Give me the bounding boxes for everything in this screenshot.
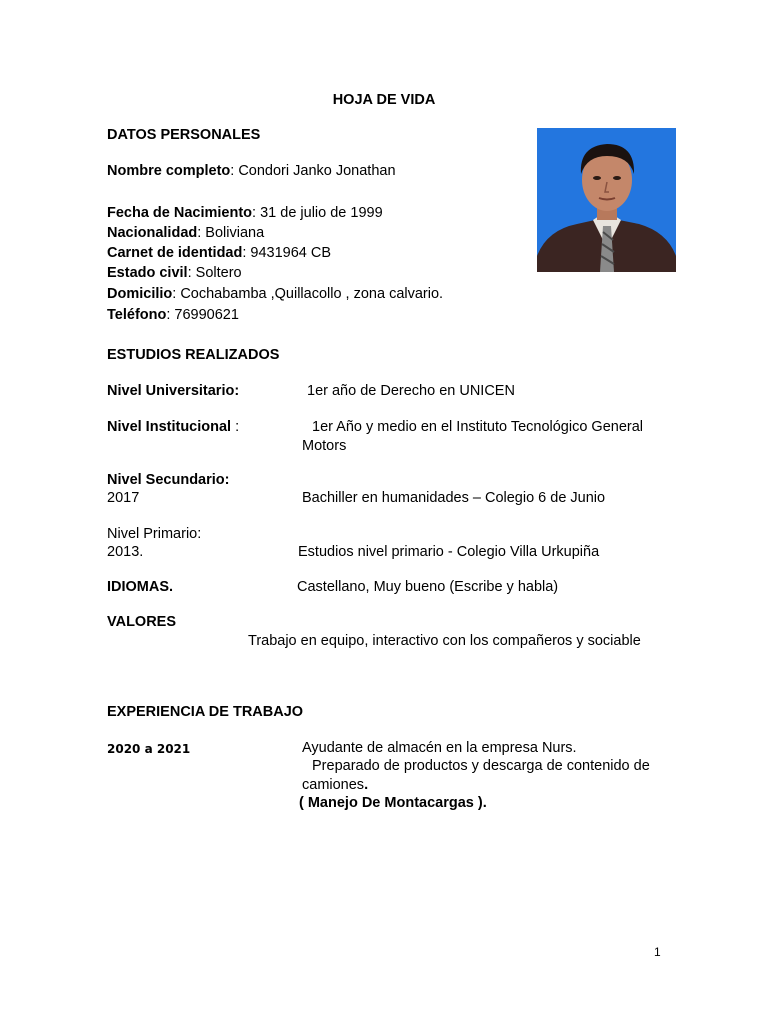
document-title: HOJA DE VIDA [332,92,436,108]
address-row [107,286,443,302]
birth-date-label: Fecha de Nacimiento [107,205,253,221]
secondary-label: Nivel Secundario: [107,472,230,488]
civil-status-value: : Soltero [187,265,242,281]
birth-date-row [107,205,383,221]
phone-label: Teléfono [107,307,167,323]
secondary-value: Bachiller en humanidades – Colegio 6 de Junio [302,490,606,506]
phone-value: : 76990621 [166,307,239,323]
primary-label: Nivel Primario: [107,526,202,542]
id-card-value: : 9431964 CB [242,245,332,261]
studies-heading: ESTUDIOS REALIZADOS [107,347,280,363]
secondary-year: 2017 [107,490,140,506]
languages-heading: IDIOMAS. [107,579,174,595]
phone-row [107,307,239,323]
nationality-row [107,225,264,241]
institutional-label-row [107,419,239,435]
experience-heading: EXPERIENCIA DE TRABAJO [107,704,304,720]
experience-period: 2020 a 2021 [107,742,191,756]
full-name-value: : Condori Janko Jonathan [230,163,396,179]
institutional-value-line1: 1er Año y medio en el Instituto Tecnológico General [312,419,644,435]
birth-date-value: : 31 de julio de 1999 [252,205,383,221]
full-name-row [107,163,396,179]
personal-data-heading: DATOS PERSONALES [107,127,261,143]
institutional-label: Nivel Institucional [107,419,232,435]
profile-photo-image [537,128,676,272]
university-label: Nivel Universitario: [107,383,240,399]
page-number: 1 [654,945,661,959]
id-card-row [107,245,331,261]
address-value: : Cochabamba ,Quillacollo , zona calvario. [172,286,444,302]
experience-line3-dot: . [364,777,369,793]
experience-line3-row [302,777,368,793]
address-label: Domicilio [107,286,173,302]
languages-value: Castellano, Muy bueno (Escribe y habla) [297,579,559,595]
nationality-label: Nacionalidad [107,225,198,241]
institutional-colon: : [231,419,240,435]
primary-year: 2013. [107,544,144,560]
primary-value: Estudios nivel primario - Colegio Villa Urkupiña [298,544,600,560]
civil-status-row [107,265,242,281]
values-value: Trabajo en equipo, interactivo con los compañeros y sociable [248,633,641,649]
experience-line3: camiones [302,777,365,793]
experience-line1: Ayudante de almacén en la empresa Nurs. [302,740,577,756]
experience-line2: Preparado de productos y descarga de contenido de [312,758,650,774]
profile-photo [537,128,676,272]
id-card-label: Carnet de identidad [107,245,243,261]
full-name-label: Nombre completo [107,163,231,179]
institutional-value-line2: Motors [302,438,347,454]
values-heading: VALORES [107,614,177,630]
nationality-value: : Boliviana [197,225,265,241]
university-value: 1er año de Derecho en UNICEN [307,383,515,399]
civil-status-label: Estado civil [107,265,188,281]
experience-line4: ( Manejo De Montacargas ). [299,795,487,811]
